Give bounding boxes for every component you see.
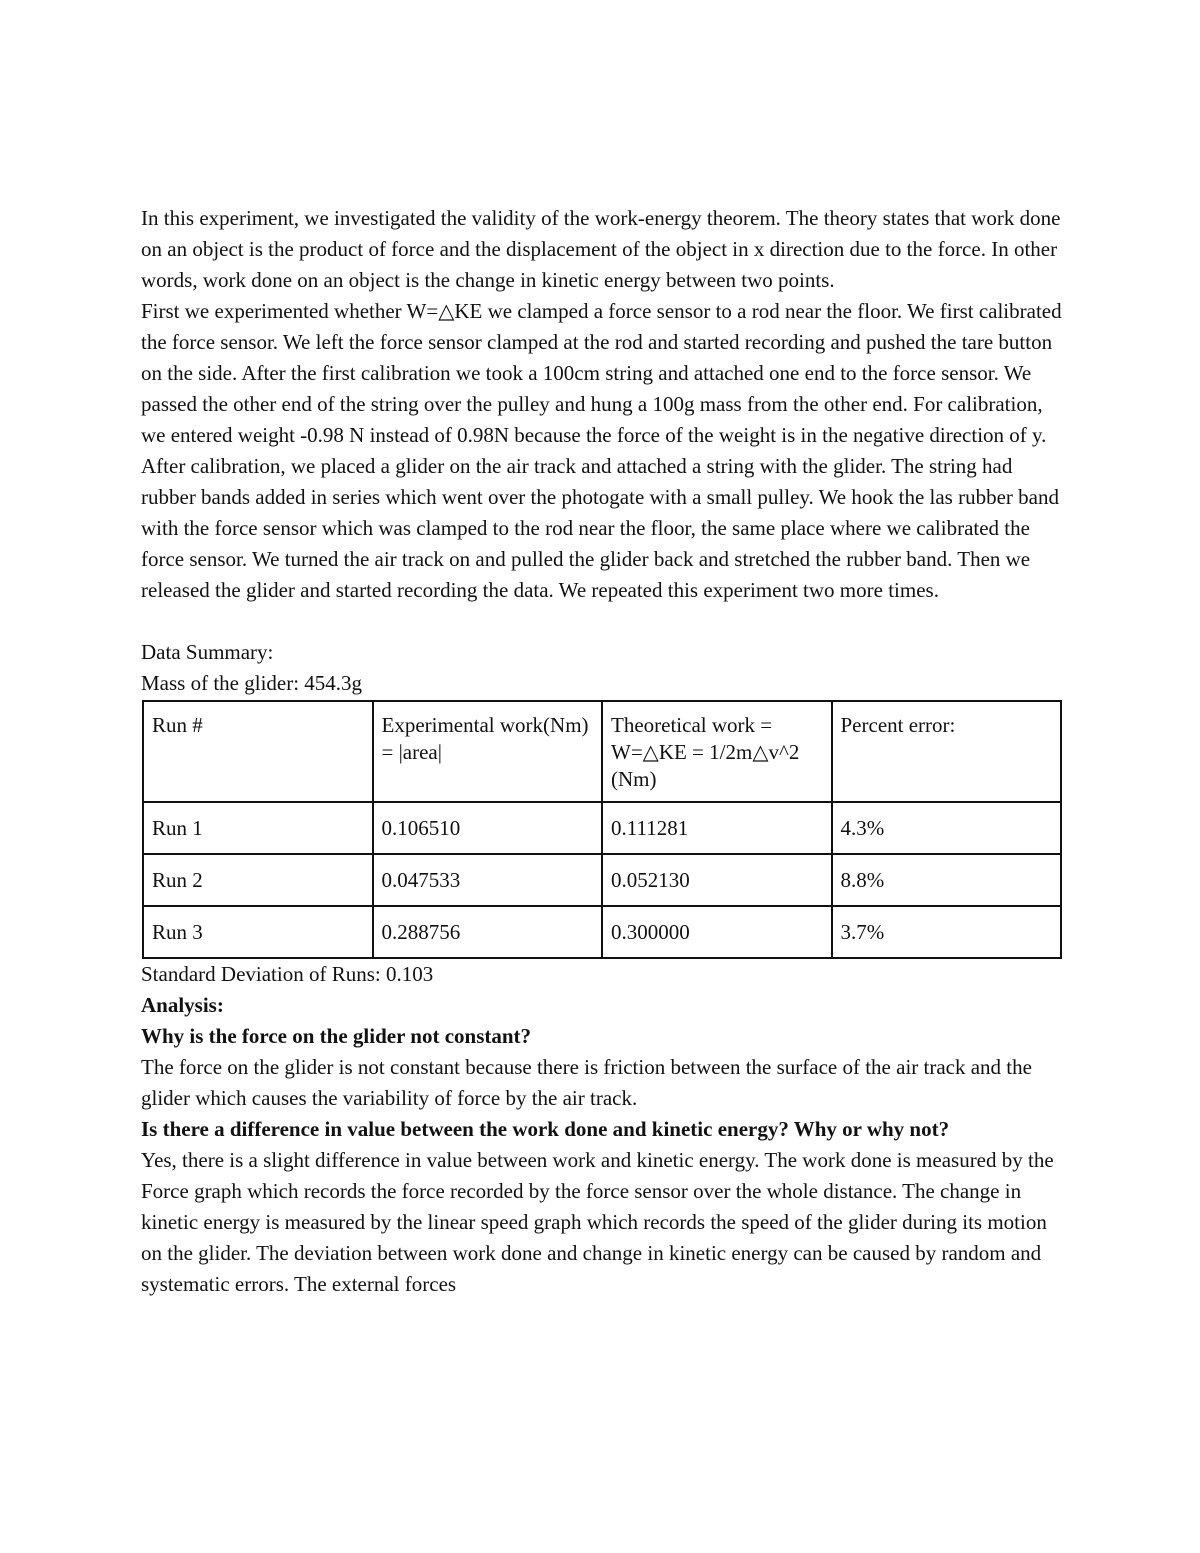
answer-2: Yes, there is a slight difference in value between work and kinetic energy. The work done is measured by the Force graph which records the force recorded by the force sensor over the whole distance. The change in kinetic energy is measured by the linear speed graph which records the speed of the glider during its motion on the glider. The deviation between work done and change in kinetic energy can be caused by random and systematic errors. The external forces	[141, 1148, 1054, 1296]
results-table	[142, 700, 1062, 959]
data-summary-heading: Data Summary:	[141, 640, 274, 664]
table-cell: 0.106510	[373, 802, 603, 854]
table-cell: 8.8%	[832, 854, 1062, 906]
table-cell: Run 3	[143, 906, 373, 958]
table-cell: 4.3%	[832, 802, 1062, 854]
table-cell: 0.111281	[602, 802, 832, 854]
table-header-cell: Experimental work(Nm) = |area|	[373, 701, 603, 802]
intro-paragraph-2: First we experimented whether W=△KE we clamped a force sensor to a rod near the floor. We first calibrated the force sensor. We left the force sensor clamped at the rod and started recording and pushed the tare button on the side. After the first calibration we took a 100cm string and attached one end to the force sensor. We passed the other end of the string over the pulley and hung a 100g mass from the other end. For calibration, we entered weight -0.98 N instead of 0.98N because the force of the weight is in the negative direction of y.	[141, 299, 1062, 447]
table-row	[143, 854, 1061, 906]
analysis-heading: Analysis:	[141, 993, 224, 1017]
document-page	[141, 203, 1066, 1300]
table-header-cell: Theoretical work = W=△KE = 1/2m△v^2 (Nm)	[602, 701, 832, 802]
table-cell: Run 1	[143, 802, 373, 854]
table-row	[143, 802, 1061, 854]
standard-deviation: Standard Deviation of Runs: 0.103	[141, 962, 434, 986]
table-cell: 3.7%	[832, 906, 1062, 958]
table-cell: 0.300000	[602, 906, 832, 958]
question-2: Is there a difference in value between the work done and kinetic energy? Why or why not?	[141, 1117, 950, 1141]
table-row	[143, 906, 1061, 958]
table-cell: 0.047533	[373, 854, 603, 906]
table-cell: Run 2	[143, 854, 373, 906]
glider-mass: Mass of the glider: 454.3g	[141, 671, 363, 695]
intro-paragraph-1: In this experiment, we investigated the validity of the work-energy theorem. The theory states that work done on an object is the product of force and the displacement of the object in x direction due to the force. In other words, work done on an object is the change in kinetic energy between two points.	[141, 206, 1061, 292]
table-header-row	[143, 701, 1061, 802]
table-cell: 0.052130	[602, 854, 832, 906]
paragraph-gap	[141, 606, 1066, 637]
intro-paragraph-3: After calibration, we placed a glider on the air track and attached a string with the glider. The string had rubber bands added in series which went over the photogate with a small pulley. We hook the las rubber band with the force sensor which was clamped to the rod near the floor, the same place where we calibrated the force sensor. We turned the air track on and pulled the glider back and stretched the rubber band. Then we released the glider and started recording the data. We repeated this experiment two more times.	[141, 454, 1059, 602]
question-1: Why is the force on the glider not constant?	[141, 1024, 532, 1048]
table-cell: 0.288756	[373, 906, 603, 958]
table-header-cell: Run #	[143, 701, 373, 802]
answer-1: The force on the glider is not constant because there is friction between the surface of the air track and the glider which causes the variability of force by the air track.	[141, 1055, 1032, 1110]
table-header-cell: Percent error:	[832, 701, 1062, 802]
